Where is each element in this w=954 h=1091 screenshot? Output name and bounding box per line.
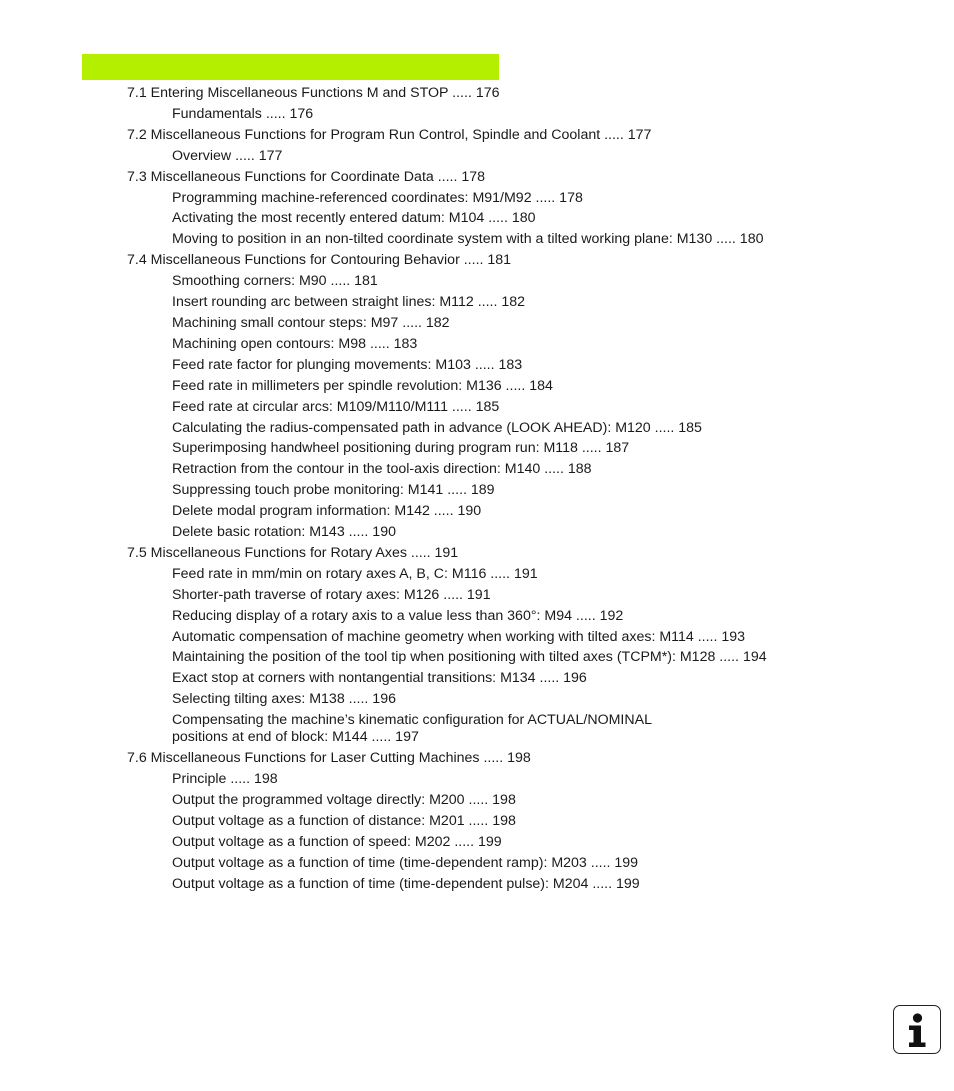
- toc-subsection-entry[interactable]: Programming machine-referenced coordinates: M91/M92 ..... 178: [172, 189, 583, 206]
- toc-subsection-entry[interactable]: Output voltage as a function of time (time-dependent pulse): M204 ..... 199: [172, 875, 640, 892]
- toc-subsection-entry[interactable]: Calculating the radius-compensated path in advance (LOOK AHEAD): M120 ..... 185: [172, 419, 702, 436]
- toc-subsection-entry[interactable]: Activating the most recently entered datum: M104 ..... 180: [172, 210, 536, 227]
- toc-subsection-entry[interactable]: Moving to position in an non-tilted coordinate system with a tilted working plane: M130 ..... 180: [172, 231, 764, 248]
- toc-subsection-entry[interactable]: Smoothing corners: M90 ..... 181: [172, 273, 378, 290]
- toc-section-entry[interactable]: 7.5 Miscellaneous Functions for Rotary Axes ..... 191: [127, 544, 459, 561]
- toc-subsection-entry[interactable]: Automatic compensation of machine geometry when working with tilted axes: M114 ..... 193: [172, 628, 746, 645]
- toc-section-entry[interactable]: 7.4 Miscellaneous Functions for Contouring Behavior ..... 181: [127, 252, 512, 269]
- toc-subsection-entry[interactable]: Delete basic rotation: M143 ..... 190: [172, 524, 396, 541]
- toc-subsection-entry[interactable]: Retraction from the contour in the tool-axis direction: M140 ..... 188: [172, 461, 592, 478]
- toc-entry-line: positions at end of block: M144 ..... 197: [172, 729, 419, 746]
- toc-section-entry[interactable]: 7.3 Miscellaneous Functions for Coordinate Data ..... 178: [127, 168, 486, 185]
- toc-section-entry[interactable]: 7.6 Miscellaneous Functions for Laser Cutting Machines ..... 198: [127, 750, 531, 767]
- toc-subsection-entry[interactable]: Feed rate at circular arcs: M109/M110/M111 ..... 185: [172, 398, 500, 415]
- toc-subsection-entry[interactable]: Reducing display of a rotary axis to a value less than 360°: M94 ..... 192: [172, 607, 624, 624]
- toc-subsection-entry[interactable]: Suppressing touch probe monitoring: M141 ..... 189: [172, 482, 495, 499]
- toc-subsection-entry[interactable]: Selecting tilting axes: M138 ..... 196: [172, 691, 396, 708]
- toc-subsection-entry[interactable]: Exact stop at corners with nontangential transitions: M134 ..... 196: [172, 670, 587, 687]
- toc-subsection-entry[interactable]: Shorter-path traverse of rotary axes: M126 ..... 191: [172, 586, 491, 603]
- toc-subsection-entry[interactable]: Maintaining the position of the tool tip when positioning with tilted axes (TCPM*): M128 ..... 194: [172, 649, 767, 666]
- toc-section-entry[interactable]: 7.2 Miscellaneous Functions for Program Run Control, Spindle and Coolant ..... 177: [127, 126, 652, 143]
- toc-subsection-entry[interactable]: Superimposing handwheel positioning during program run: M118 ..... 187: [172, 440, 630, 457]
- toc-subsection-entry[interactable]: [0, 710, 954, 748]
- chapter-header-bar: [82, 54, 499, 80]
- toc-entry-line: Compensating the machine’s kinematic configuration for ACTUAL/NOMINAL: [172, 712, 652, 729]
- table-of-contents: [0, 83, 954, 895]
- toc-subsection-entry[interactable]: Machining open contours: M98 ..... 183: [172, 335, 418, 352]
- info-icon: [893, 1005, 941, 1054]
- toc-subsection-entry[interactable]: Feed rate factor for plunging movements: M103 ..... 183: [172, 356, 523, 373]
- toc-subsection-entry[interactable]: Feed rate in millimeters per spindle revolution: M136 ..... 184: [172, 377, 553, 394]
- toc-subsection-entry[interactable]: Output voltage as a function of speed: M202 ..... 199: [172, 833, 502, 850]
- toc-subsection-entry[interactable]: Output the programmed voltage directly: M200 ..... 198: [172, 792, 516, 808]
- toc-subsection-entry[interactable]: Fundamentals ..... 176: [172, 105, 314, 122]
- toc-subsection-entry[interactable]: Delete modal program information: M142 ..... 190: [172, 503, 482, 520]
- toc-subsection-entry[interactable]: Overview ..... 177: [172, 147, 283, 164]
- toc-section-entry[interactable]: 7.1 Entering Miscellaneous Functions M and STOP ..... 176: [127, 85, 500, 101]
- toc-subsection-entry[interactable]: Machining small contour steps: M97 ..... 182: [172, 314, 450, 331]
- toc-subsection-entry[interactable]: Feed rate in mm/min on rotary axes A, B, C: M116 ..... 191: [172, 565, 538, 582]
- toc-subsection-entry[interactable]: Output voltage as a function of time (time-dependent ramp): M203 ..... 199: [172, 854, 639, 871]
- toc-subsection-entry[interactable]: Output voltage as a function of distance: M201 ..... 198: [172, 812, 516, 829]
- toc-subsection-entry[interactable]: Principle ..... 198: [172, 771, 278, 788]
- toc-subsection-entry[interactable]: Insert rounding arc between straight lines: M112 ..... 182: [172, 294, 526, 311]
